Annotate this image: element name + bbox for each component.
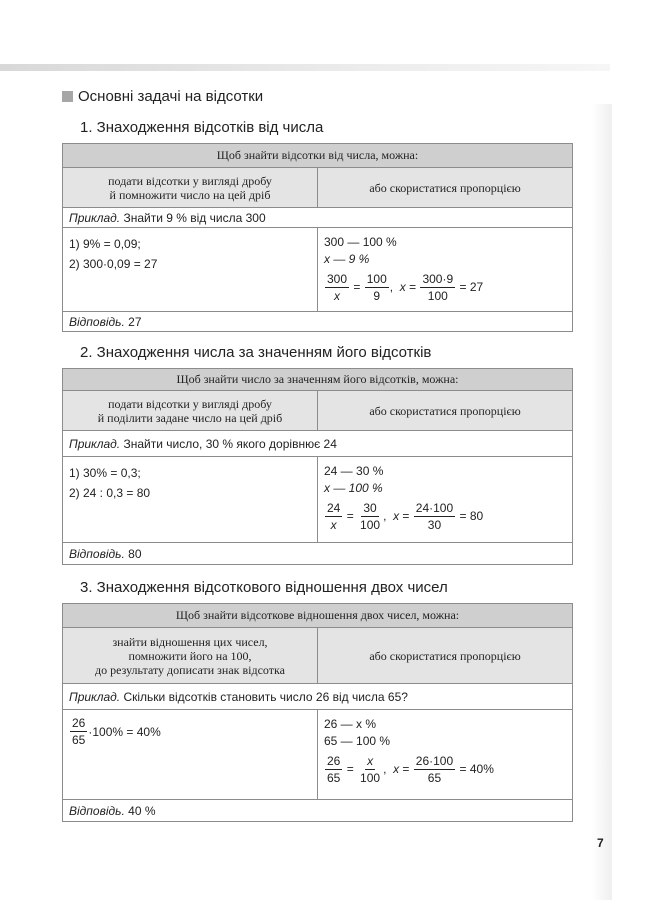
block-1-header: Щоб знайти відсотки від числа, можна:: [63, 144, 573, 168]
section-title-text: Основні задачі на відсотки: [78, 88, 264, 105]
block-2-right-head: або скористатися пропорцією: [318, 391, 573, 431]
block-2-answer: Відповідь. 80: [63, 543, 573, 565]
example-label: Приклад.: [69, 436, 121, 451]
work-line: 1) 9% = 0,09;: [69, 237, 141, 251]
block-1-left-work: [63, 228, 318, 312]
block-2-title: 2. Знаходження числа за значенням його відсотків: [80, 344, 432, 361]
fraction: $\frac{30}{100}$: [360, 501, 381, 532]
left-head-line: подати відсотки у вигляді дробу: [108, 396, 272, 411]
fraction: $\frac{26}{65}$: [72, 716, 86, 747]
proportion-line: x — 9 %: [324, 252, 370, 266]
fraction: $\frac{300}{x}$: [327, 272, 348, 303]
left-head-line: до результату дописати знак відсотка: [95, 662, 285, 677]
block-1-right-head: або скористатися пропорцією: [318, 168, 573, 208]
example-text: Скільки відсотків становить число 26 від числа 65?: [123, 689, 408, 704]
block-2-right-work: [318, 457, 573, 543]
section-square-icon: [62, 91, 73, 102]
fraction: $\frac{x}{100}$: [360, 754, 381, 785]
proportion-line: 300 — 100 %: [324, 235, 397, 249]
block-2-example: [63, 431, 573, 457]
proportion-line: 65 — 100 %: [324, 734, 391, 748]
example-label: Приклад.: [69, 210, 121, 225]
fraction: $\frac{300\cdot 9}{100}$: [422, 272, 454, 303]
example-text: Знайти 9 % від числа 300: [123, 210, 266, 225]
left-head-line: помножити його на 100,: [128, 648, 252, 663]
formula-row: $\frac{24}{x}$ = $\frac{30}{100}$ , x = $\frac{24\cdot 100}{30}$ = 80: [327, 501, 484, 532]
fraction: $\frac{26\cdot 100}{65}$: [415, 754, 454, 785]
block-3-right-head: або скористатися пропорцією: [318, 628, 573, 684]
example-label: Приклад.: [69, 689, 121, 704]
block-1-title: 1. Знаходження відсотків від числа: [80, 119, 324, 136]
block-2-left-head: [63, 391, 318, 431]
proportion-line: 26 — x %: [324, 717, 377, 731]
block-3-example: [63, 684, 573, 710]
left-head-line: й поділити задане число на цей дріб: [97, 410, 283, 425]
block-3-table: [62, 603, 573, 822]
top-decor-band: [0, 64, 610, 71]
block-3-answer: Відповідь. 40 %: [63, 800, 573, 822]
proportion-line: 24 — 30 %: [324, 464, 384, 478]
block-1-answer: Відповідь. 27: [63, 312, 573, 332]
right-margin-strip: [592, 104, 612, 900]
block-1-table: [62, 143, 573, 332]
left-head-line: подати відсотки у вигляді дробу: [108, 173, 272, 188]
fraction: $\frac{26}{65}$: [327, 754, 341, 785]
left-head-line: знайти відношення цих чисел,: [112, 634, 268, 649]
block-1-example: [63, 208, 573, 228]
left-formula: $\frac{26}{65}$ ·100% = 40%: [72, 716, 161, 747]
block-3-title: 3. Знаходження відсоткового відношення двох чисел: [80, 579, 448, 596]
example-text: Знайти число, 30 % якого дорівнює 24: [123, 436, 337, 451]
fraction: $\frac{100}{9}$: [366, 272, 387, 303]
block-1-left-head: [63, 168, 318, 208]
block-3-header: Щоб знайти відсоткове відношення двох чисел, можна:: [63, 604, 573, 628]
block-3-right-work: [318, 710, 573, 800]
work-line: 2) 24 : 0,3 = 80: [69, 486, 151, 500]
block-1-right-work: [318, 228, 573, 312]
left-head-line: й помножити число на цей дріб: [109, 187, 271, 202]
fraction: $\frac{24}{x}$: [327, 501, 341, 532]
block-3-left-work: [63, 710, 318, 800]
section-title: [62, 88, 263, 105]
block-3-left-head: [63, 628, 318, 684]
page-number: 7: [597, 836, 604, 850]
formula-row: $\frac{26}{65}$ = $\frac{x}{100}$ , x = $\frac{26\cdot 100}{65}$ = 40%: [327, 754, 494, 785]
formula-row: $\frac{300}{x}$ = $\frac{100}{9}$ , x = $\frac{300\cdot 9}{100}$ = 27: [327, 272, 484, 303]
proportion-line: x — 100 %: [324, 481, 383, 495]
block-2-table: [62, 368, 573, 565]
block-2-header: Щоб знайти число за значенням його відсотків, можна:: [63, 369, 573, 391]
work-line: 2) 300·0,09 = 27: [69, 257, 158, 271]
work-line: 1) 30% = 0,3;: [69, 466, 141, 480]
block-2-left-work: [63, 457, 318, 543]
fraction: $\frac{24\cdot 100}{30}$: [415, 501, 454, 532]
